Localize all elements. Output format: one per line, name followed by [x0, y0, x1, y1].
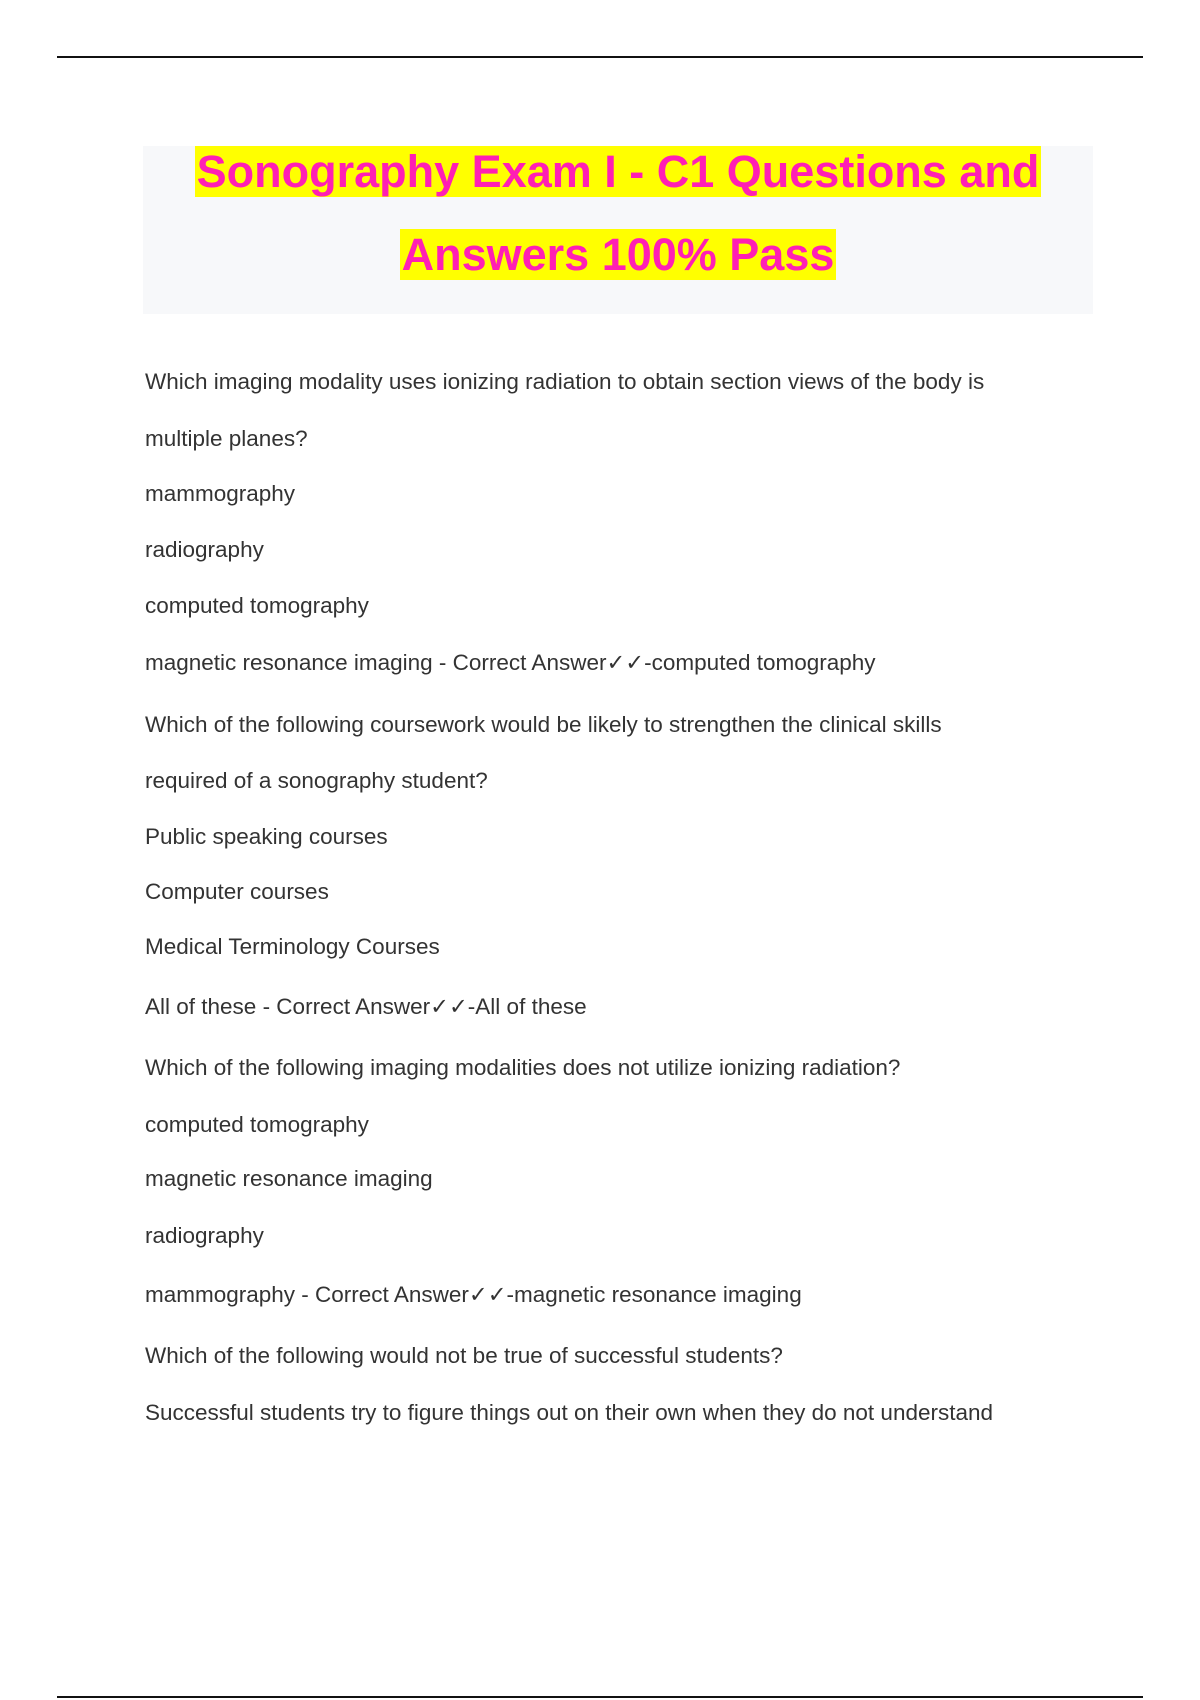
option-line: radiography [145, 1223, 264, 1248]
question-3-line-1: Which of the following imaging modalities does not utilize ionizing radiation? [145, 1055, 901, 1080]
option-line: Medical Terminology Courses [145, 934, 440, 959]
option-line: computed tomography [145, 593, 369, 618]
option-line: Successful students try to figure things out on their own when they do not understand [145, 1400, 994, 1425]
answer-line: All of these - Correct Answer✓✓-All of these [145, 994, 587, 1019]
option-line: radiography [145, 537, 264, 562]
question-2-line-1: Which of the following coursework would be likely to strengthen the clinical skills [145, 712, 942, 737]
question-1-line-2: multiple planes? [145, 426, 308, 451]
question-1-line-1: Which imaging modality uses ionizing radiation to obtain section views of the body is [145, 369, 985, 394]
document-title-line-1: Sonography Exam I - C1 Questions and [196, 146, 1040, 197]
footer-rule [57, 1696, 1143, 1698]
option-line: Public speaking courses [145, 824, 388, 849]
option-line: Computer courses [145, 879, 329, 904]
answer-line: mammography - Correct Answer✓✓-magnetic resonance imaging [145, 1282, 802, 1307]
option-line: mammography [145, 481, 296, 506]
option-line: magnetic resonance imaging [145, 1166, 433, 1191]
question-2-line-2: required of a sonography student? [145, 768, 488, 793]
document-title-line-2: Answers 100% Pass [401, 229, 835, 280]
question-4-line-1: Which of the following would not be true of successful students? [145, 1343, 783, 1368]
title-banner [143, 146, 1093, 314]
answer-line: magnetic resonance imaging - Correct Answer✓✓-computed tomography [145, 650, 876, 675]
option-line: computed tomography [145, 1112, 369, 1137]
header-rule [57, 56, 1143, 58]
